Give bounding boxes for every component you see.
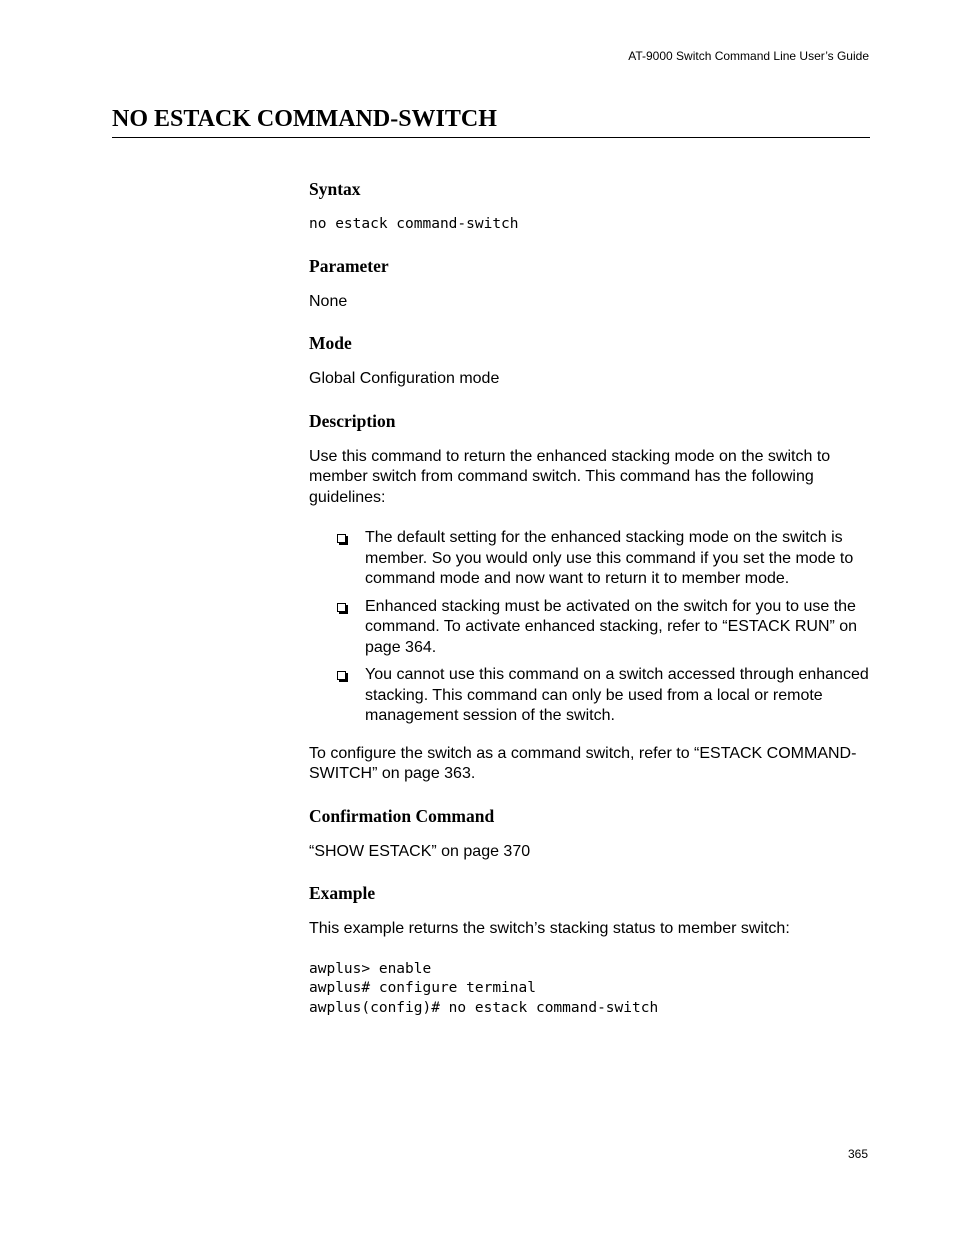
- description-closing: To configure the switch as a command switch, refer to “ESTACK COMMAND-SWITCH” on page 363.: [309, 744, 857, 782]
- checkbox-bullet-icon: [337, 603, 346, 612]
- page-title: NO ESTACK COMMAND-SWITCH: [112, 106, 870, 138]
- list-item: [336, 528, 874, 590]
- checkbox-bullet-icon: [337, 671, 346, 680]
- list-item: [336, 665, 874, 727]
- list-item-text: Enhanced stacking must be activated on the switch for you to use the command. To activate enhanced stacking, refer to “ESTACK RUN” on page 364.: [365, 597, 858, 656]
- confirmation-heading: Confirmation Command: [309, 805, 495, 826]
- example-code: [309, 960, 874, 1019]
- list-item-text: The default setting for the enhanced stacking mode on the switch is member. So you would only use this command if you set the mode to command mode and now want to return it to member mode.: [365, 529, 854, 587]
- example-heading: Example: [309, 883, 376, 903]
- parameter-heading: Parameter: [309, 255, 389, 276]
- mode-text: Global Configuration mode: [309, 370, 500, 387]
- page-number: 365: [847, 1147, 868, 1161]
- command-reference-body: [309, 178, 874, 1038]
- parameter-text: None: [309, 292, 348, 310]
- checkbox-bullet-icon: [337, 534, 346, 543]
- mode-heading: Mode: [309, 333, 352, 353]
- example-text: This example returns the switch’s stacking status to member switch:: [309, 920, 790, 937]
- running-header: AT-9000 Switch Command Line User’s Guide: [628, 49, 869, 63]
- code-line: awplus# configure terminal: [309, 980, 536, 996]
- syntax-heading: Syntax: [309, 179, 361, 199]
- syntax-code: no estack command-switch: [309, 216, 519, 232]
- list-item-text: You cannot use this command on a switch accessed through enhanced stacking. This command can only be used from a local or remote management session of the switch.: [365, 666, 869, 724]
- code-line: awplus> enable: [309, 960, 432, 977]
- code-line: awplus(config)# no estack command-switch: [309, 999, 659, 1016]
- confirmation-text: “SHOW ESTACK” on page 370: [309, 842, 531, 860]
- list-item: [336, 597, 874, 659]
- description-heading: Description: [309, 410, 396, 431]
- guidelines-list: [309, 528, 874, 727]
- description-intro: Use this command to return the enhanced stacking mode on the switch to member switch from command switch. This command has the following guidelines:: [309, 447, 831, 506]
